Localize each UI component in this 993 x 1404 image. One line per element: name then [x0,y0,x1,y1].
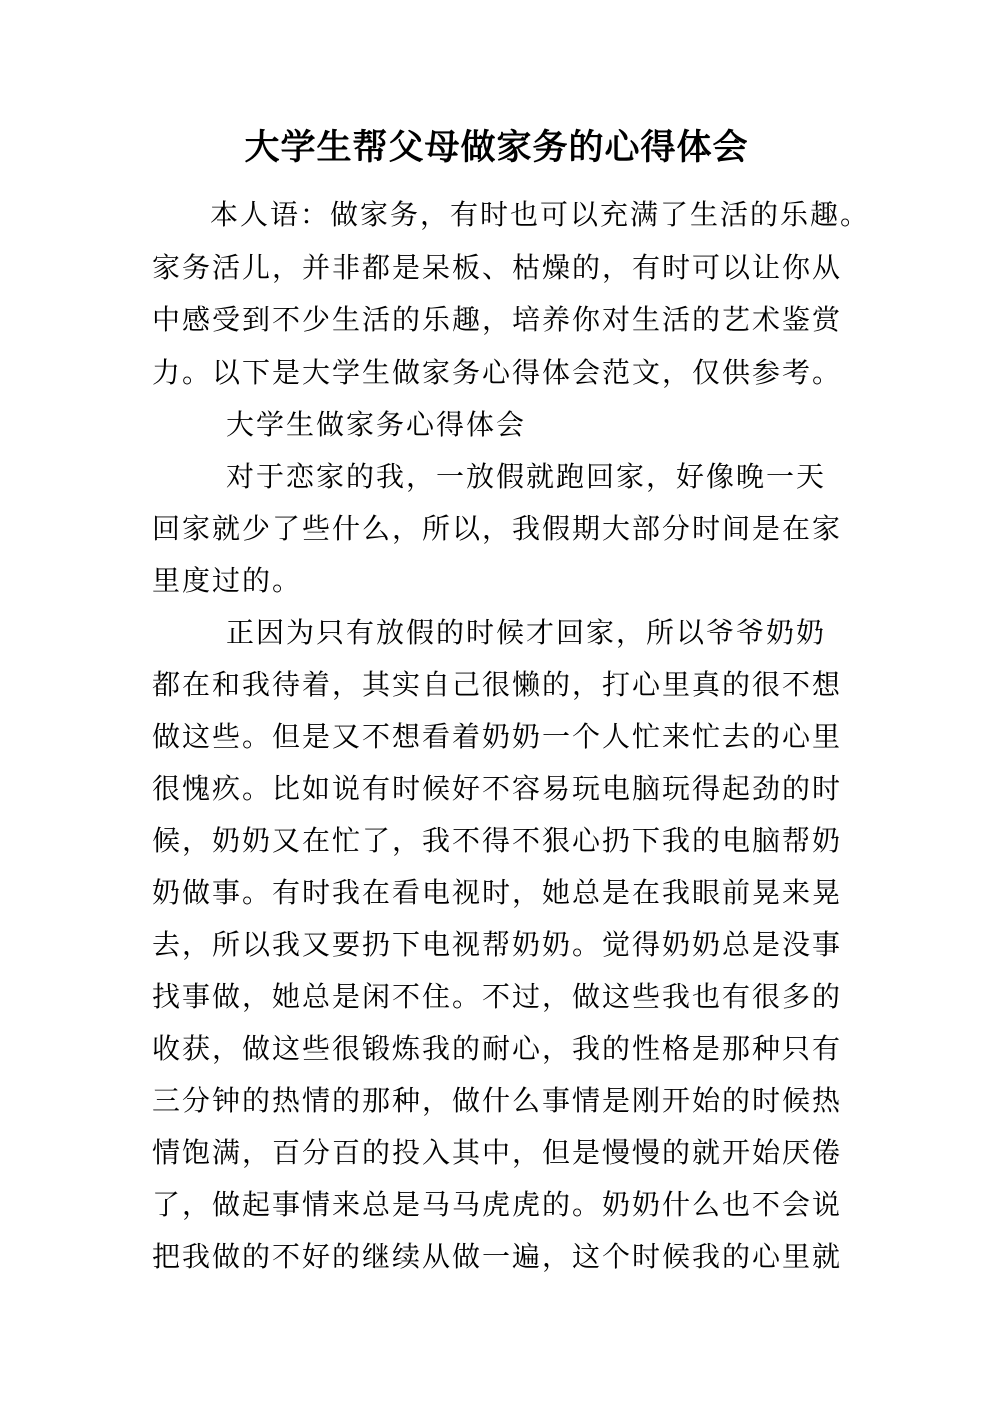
section-heading: 大学生做家务心得体会 [226,408,527,441]
body-line: 把我做的不好的继续从做一遍，这个时候我的心里就 [152,1240,843,1273]
body-line: 找事做，她总是闲不住。不过，做这些我也有很多的 [152,980,843,1013]
body-line: 三分钟的热情的那种，做什么事情是刚开始的时候热 [152,1084,843,1117]
body-line: 去，所以我又要扔下电视帮奶奶。觉得奶奶总是没事 [152,928,843,961]
intro-line: 中感受到不少生活的乐趣，培养你对生活的艺术鉴赏 [152,303,843,336]
page-title: 大学生帮父母做家务的心得体会 [244,128,749,168]
intro-line: 力。以下是大学生做家务心得体会范文，仅供参考。 [152,356,843,389]
body-line: 回家就少了些什么，所以，我假期大部分时间是在家 [152,512,843,545]
body-line: 情饱满，百分百的投入其中，但是慢慢的就开始厌倦 [152,1136,843,1169]
body-line: 都在和我待着，其实自己很懒的，打心里真的很不想 [152,668,843,701]
body-line: 奶做事。有时我在看电视时，她总是在我眼前晃来晃 [152,876,843,909]
body-line: 里度过的。 [152,564,303,597]
intro-line: 家务活儿，并非都是呆板、枯燥的，有时可以让你从 [152,251,843,284]
body-line: 做这些。但是又不想看着奶奶一个人忙来忙去的心里 [152,720,843,753]
body-line: 正因为只有放假的时候才回家，所以爷爷奶奶 [226,616,827,649]
body-line: 了，做起事情来总是马马虎虎的。奶奶什么也不会说 [152,1188,843,1221]
intro-line: 本人语：做家务，有时也可以充满了生活的乐趣。 [210,198,871,231]
body-line: 候，奶奶又在忙了，我不得不狠心扔下我的电脑帮奶 [152,824,843,857]
body-line: 很愧疚。比如说有时候好不容易玩电脑玩得起劲的时 [152,772,843,805]
body-line: 对于恋家的我，一放假就跑回家，好像晚一天 [226,460,827,493]
body-line: 收获，做这些很锻炼我的耐心，我的性格是那种只有 [152,1032,843,1065]
